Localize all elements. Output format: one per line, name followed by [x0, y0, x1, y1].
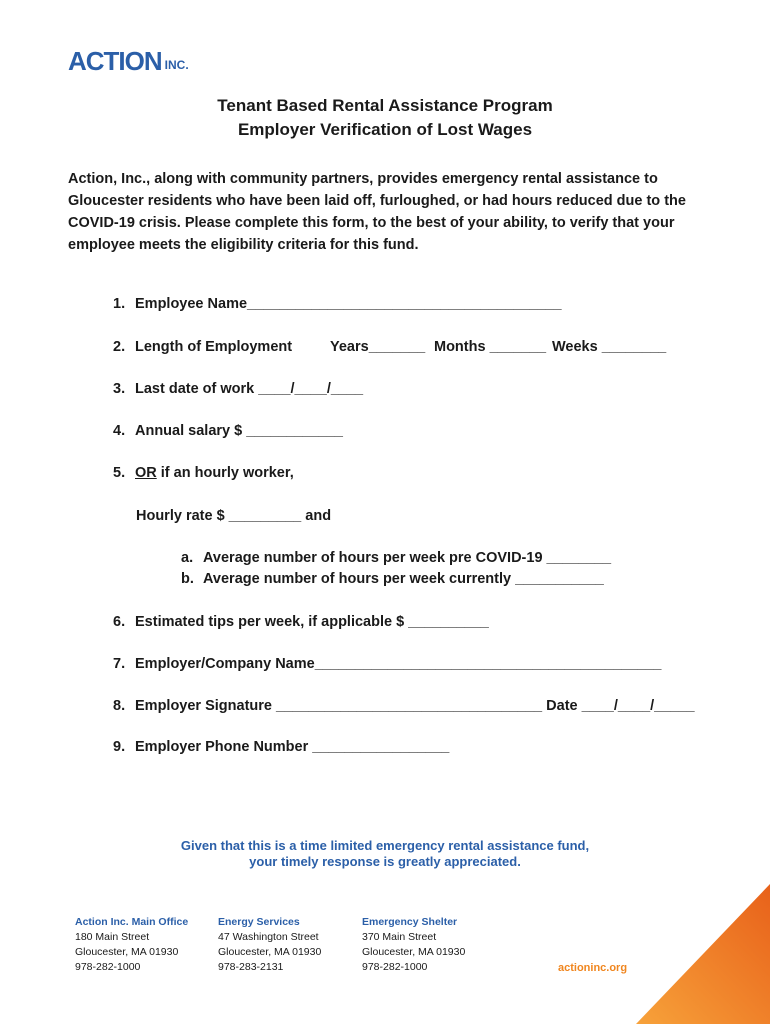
or-label: OR: [135, 465, 157, 481]
corner-triangle-decoration: [630, 880, 770, 1024]
item-number: 2.: [113, 339, 126, 355]
office-address: 370 Main Street: [362, 931, 437, 943]
footer-note-line2: your timely response is greatly appreciated.: [249, 854, 521, 869]
office-address: 47 Washington Street: [218, 931, 319, 943]
office-heading: Action Inc. Main Office: [75, 916, 189, 928]
employee-name-field[interactable]: [113, 296, 562, 312]
office-phone: 978-282-1000: [75, 961, 141, 973]
footer-note-line1: Given that this is a time limited emergency rental assistance fund,: [180, 838, 590, 853]
logo-suffix: INC.: [164, 58, 189, 72]
item-text: Estimated tips per week, if applicable $ __________: [135, 614, 489, 630]
estimated-tips-field[interactable]: [113, 614, 489, 630]
length-of-employment-field[interactable]: [113, 339, 292, 355]
hours-pre-covid-field[interactable]: [181, 550, 611, 566]
item-number: a.: [181, 550, 194, 566]
item-text: Average number of hours per week pre COVID-19 ________: [203, 550, 612, 566]
item-text: Length of Employment: [135, 339, 293, 355]
item-number: 9.: [113, 739, 126, 755]
energy-services-block: [218, 915, 321, 975]
company-name-field[interactable]: [113, 656, 661, 672]
months-field[interactable]: Months _______: [434, 339, 547, 355]
employer-signature-field[interactable]: [113, 698, 695, 714]
years-field[interactable]: Years_______: [330, 339, 426, 355]
form-title: Employer Verification of Lost Wages: [237, 120, 533, 139]
item-number: 8.: [113, 698, 126, 714]
hours-currently-field[interactable]: [181, 571, 604, 587]
employer-phone-field[interactable]: [113, 739, 449, 755]
item-number: 7.: [113, 656, 126, 672]
item-text: Last date of work ____/____/____: [135, 381, 364, 397]
office-phone: 978-283-2131: [218, 961, 284, 973]
item-text: Employer Phone Number _________________: [135, 739, 450, 755]
action-inc-logo: [68, 48, 189, 74]
office-phone: 978-282-1000: [362, 961, 428, 973]
weeks-field[interactable]: Weeks ________: [552, 339, 667, 355]
item-number: 4.: [113, 423, 126, 439]
item-text: Employer Signature _________________________________ Date ____/____/_____: [135, 698, 695, 714]
office-heading: Energy Services: [218, 916, 300, 928]
annual-salary-field[interactable]: [113, 423, 343, 439]
hourly-worker-item: [113, 465, 294, 481]
office-city: Gloucester, MA 01930: [362, 946, 466, 958]
item-number: 6.: [113, 614, 126, 630]
last-date-of-work-field[interactable]: [113, 381, 363, 397]
item-text: Employee Name_______________________________________: [135, 296, 562, 312]
website-link[interactable]: actioninc.org: [558, 962, 628, 974]
program-title: Tenant Based Rental Assistance Program: [217, 96, 553, 115]
item-number: 1.: [113, 296, 126, 312]
emergency-shelter-block: [362, 915, 465, 975]
item-number: 5.: [113, 465, 126, 481]
office-city: Gloucester, MA 01930: [75, 946, 179, 958]
office-heading: Emergency Shelter: [362, 916, 458, 928]
office-address: 180 Main Street: [75, 931, 150, 943]
main-office-block: [75, 915, 188, 975]
item-text: Annual salary $ ____________: [135, 423, 343, 439]
hourly-rate-field[interactable]: Hourly rate $ _________ and: [136, 508, 332, 524]
office-city: Gloucester, MA 01930: [218, 946, 322, 958]
logo-name: ACTION: [68, 46, 162, 76]
item-text: if an hourly worker,: [156, 465, 294, 481]
intro-paragraph: Action, Inc., along with community partners, provides emergency rental assistance to Gloucester residents who have been laid off, furloughed, or had hours reduced due to the COVID-19 crisis. Please complete this form, to the best of your ability, to verify that your employee meets the eligibility criteria for this fund.: [68, 171, 686, 253]
item-number: b.: [181, 571, 194, 587]
item-text: Employer/Company Name___________________________________________: [135, 656, 662, 672]
item-number: 3.: [113, 381, 126, 397]
item-text: Average number of hours per week currently ___________: [203, 571, 604, 587]
